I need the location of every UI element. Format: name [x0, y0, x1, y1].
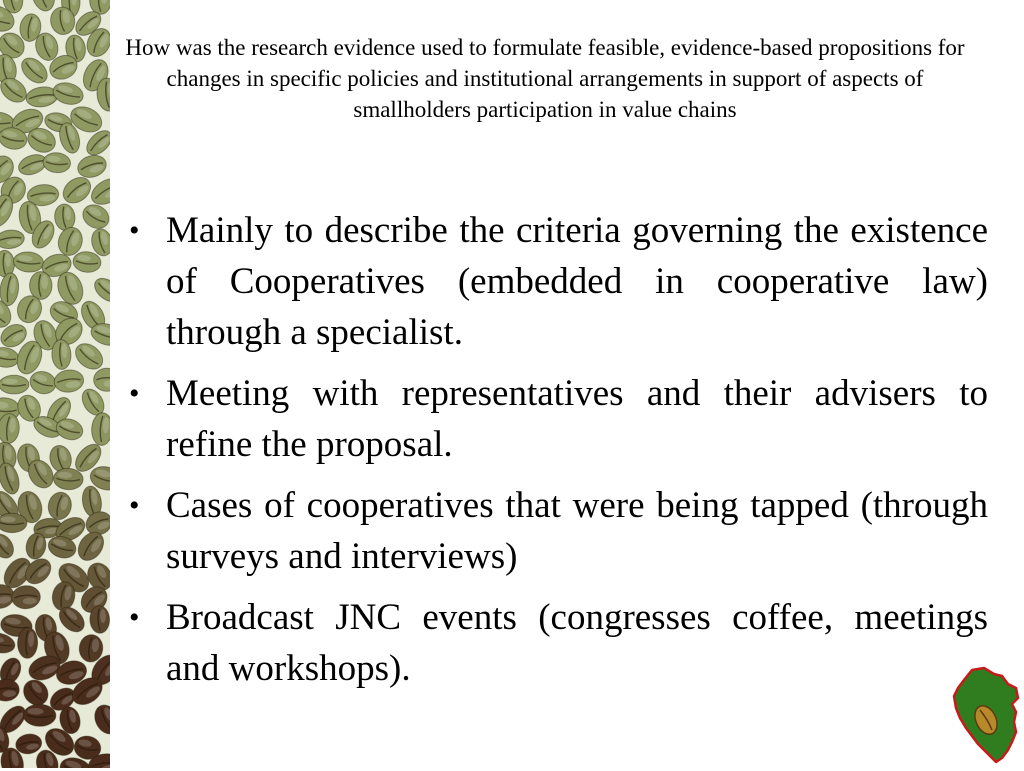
peru-map-logo	[950, 666, 1020, 766]
bullet-item-2	[125, 368, 988, 470]
coffee-bean	[0, 513, 27, 533]
coffee-bean	[23, 704, 56, 727]
bullet-icon: •	[129, 377, 140, 410]
coffee-bean	[89, 605, 110, 633]
coffee-beans-image	[0, 0, 110, 768]
bullet-item-4	[125, 592, 988, 694]
slide-content	[125, 205, 988, 704]
bullet-text: Meeting with representatives and their advisers to refine the proposal.	[166, 373, 988, 465]
slide-title: How was the research evidence used to formulate feasible, evidence-based propositions for changes in specific policies and institutional arrangements in support of aspects of smallholders participation in value chains	[125, 35, 965, 122]
bullet-text: Broadcast JNC events (congresses coffee, meetings and workshops).	[166, 597, 988, 689]
bullet-icon: •	[129, 214, 140, 247]
coffee-bean	[29, 271, 52, 299]
bullet-icon: •	[129, 601, 140, 634]
bullet-text: Mainly to describe the criteria governing the existence of Cooperatives (embedded in cooperative law) through a specialist.	[166, 210, 988, 353]
bullet-text: Cases of cooperatives that were being tapped (through surveys and interviews)	[166, 485, 988, 577]
coffee-bean	[0, 375, 29, 394]
bullet-item-1	[125, 205, 988, 358]
bullet-list	[125, 205, 988, 694]
bullet-icon: •	[129, 489, 140, 522]
bullet-item-3	[125, 480, 988, 582]
